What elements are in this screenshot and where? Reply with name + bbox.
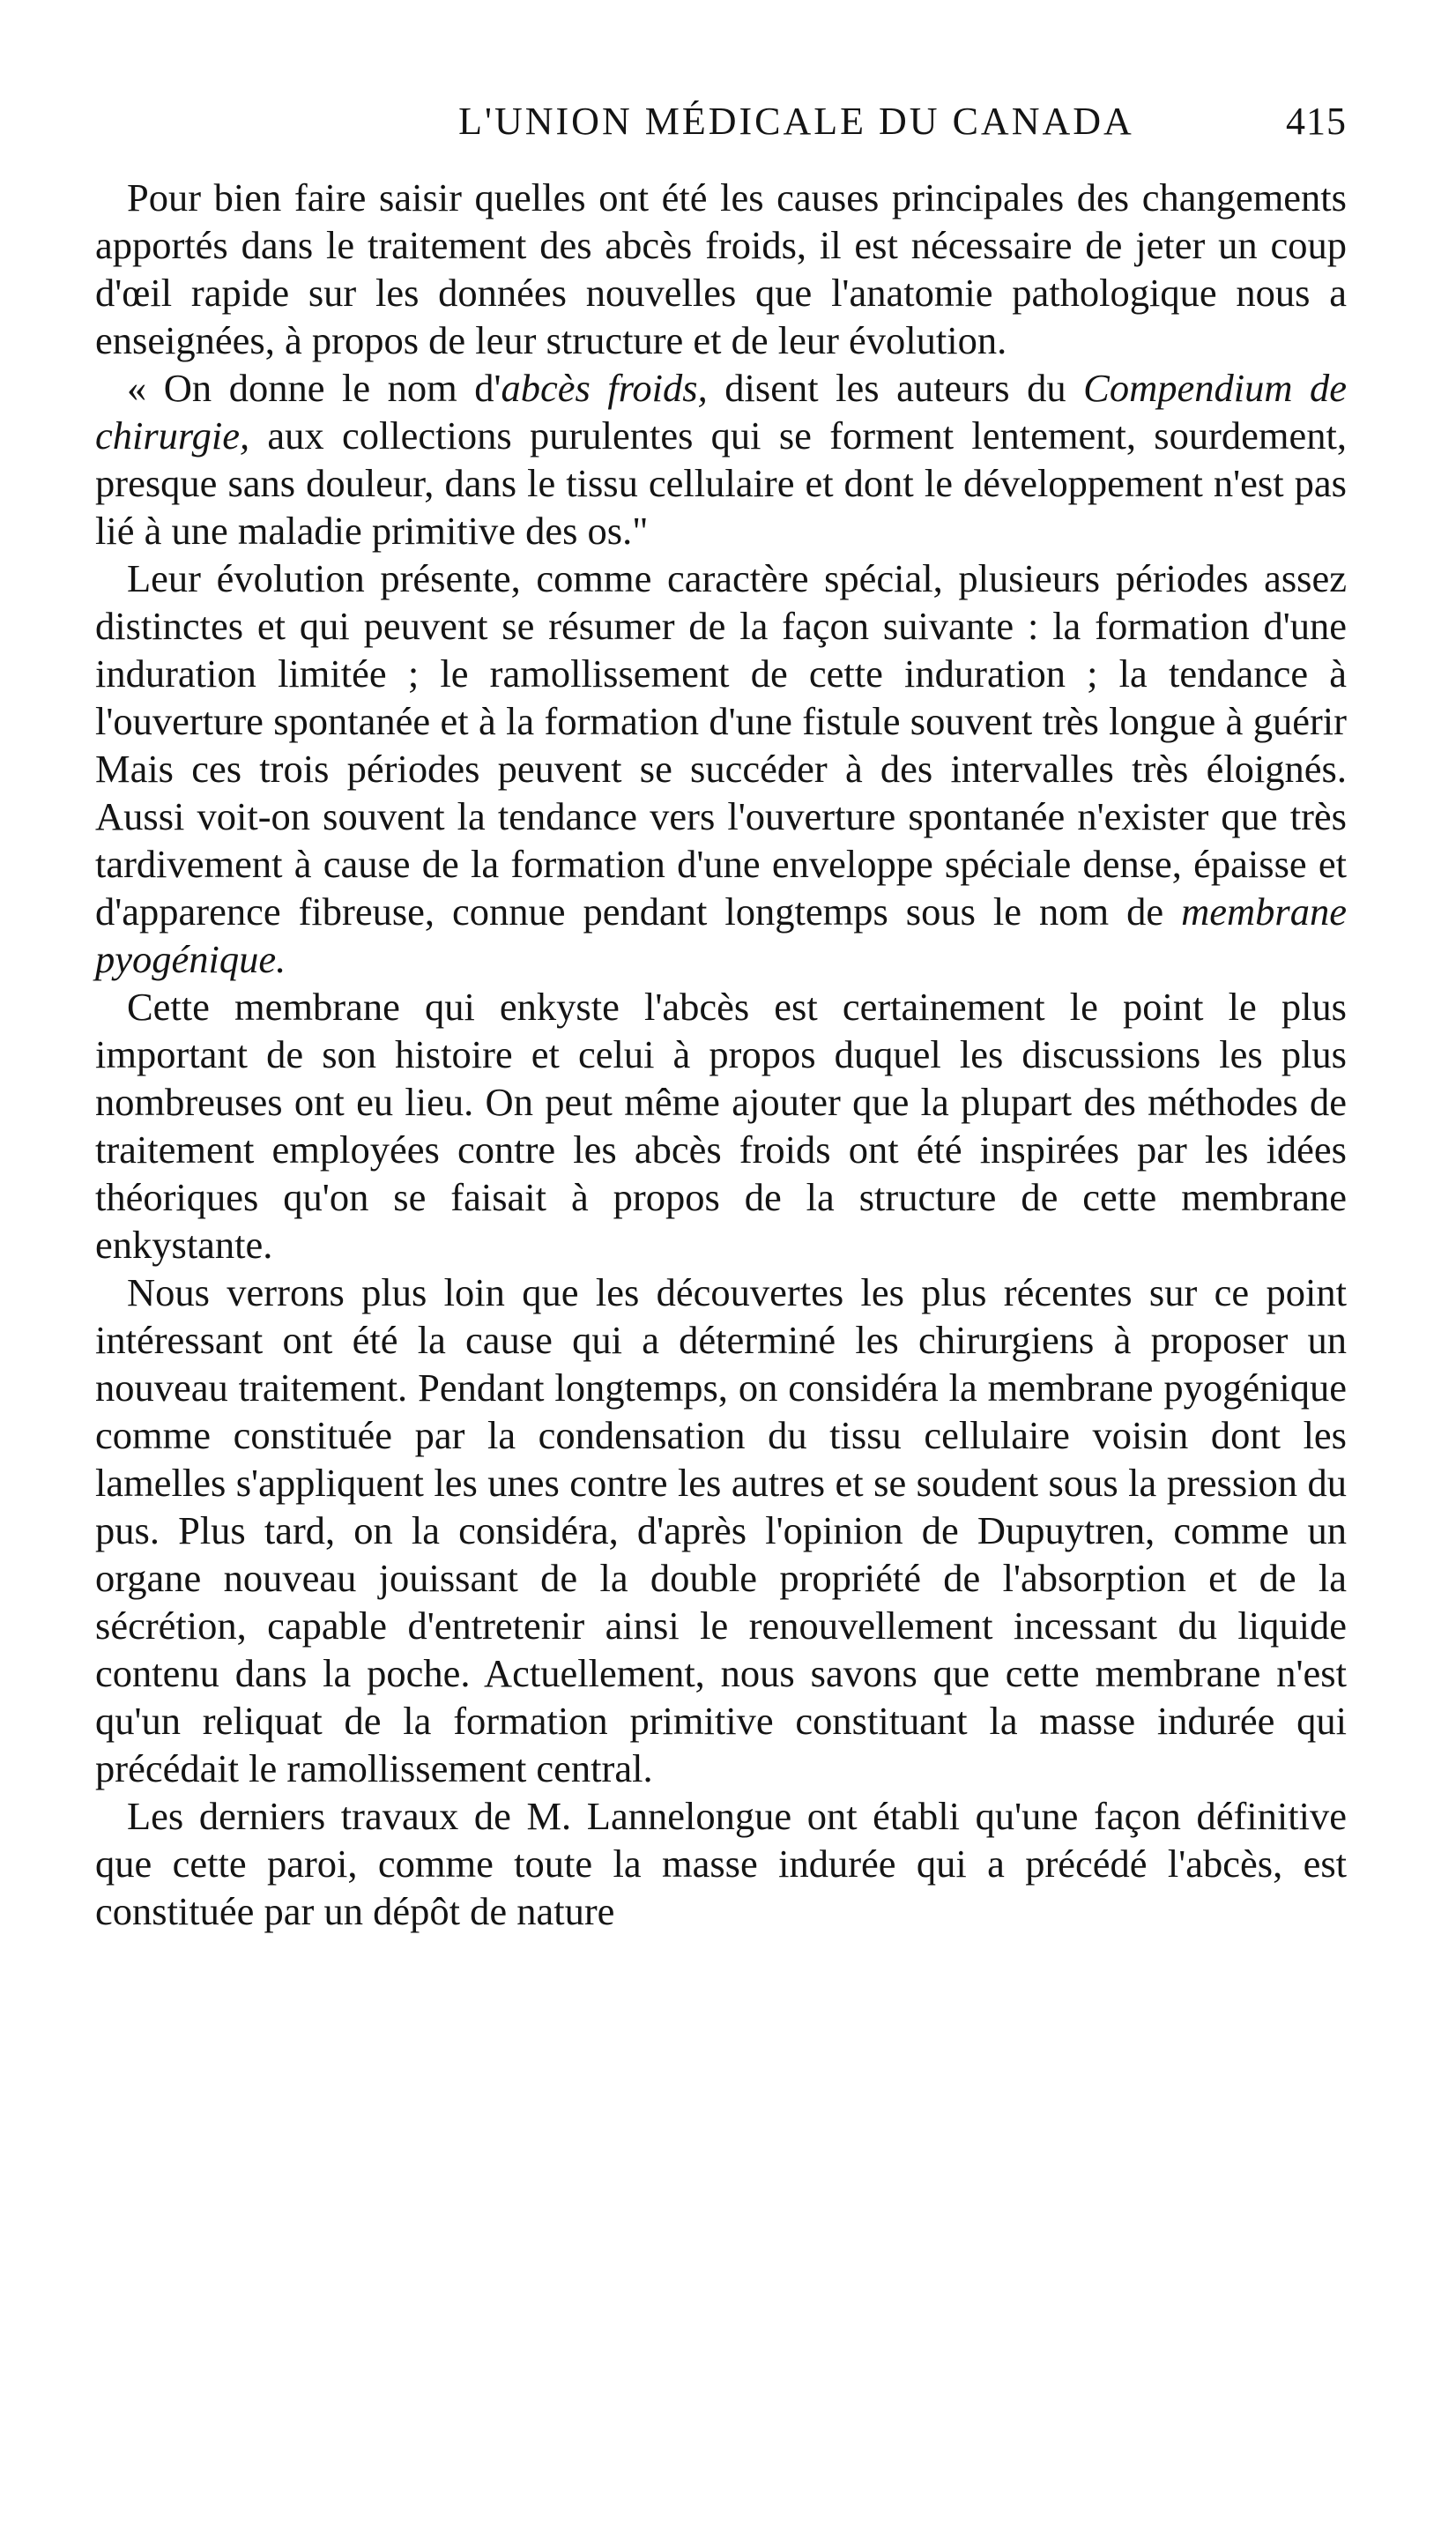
paragraph	[95, 554, 1347, 983]
paragraph	[95, 364, 1347, 554]
text-segment: disent les auteurs du	[707, 366, 1084, 410]
text-segment: Cette membrane qui enkyste l'abcès est certainement le point le plus important de son histoire et celui à propos duquel les discussions les plus nombreuses ont eu lieu. On peut même ajouter que la plupart des méthodes de traitement employées contre les abcès froids ont été inspirées par les idées théoriques qu'on se faisait à propos de la structure de cette membrane enkystante.	[95, 985, 1347, 1267]
book-page	[95, 99, 1347, 1935]
text-segment: Nous verrons plus loin que les découvertes les plus récentes sur ce point intéressant ont été la cause qui a déterminé les chirurgiens à proposer un nouveau traitement. Pendant longtemps, on considéra la membrane pyogénique comme constituée par la condensation du tissu cellulaire voisin dont les lamelles s'appliquent les unes contre les autres et se soudent sous la pression du pus. Plus tard, on la considéra, d'après l'opinion de Dupuytren, comme un organe nouveau jouissant de la double propriété de l'absorption et de la sécrétion, capable d'entretenir ainsi le renouvellement incessant du liquide contenu dans la poche. Actuellement, nous savons que cette membrane n'est qu'un reliquat de la formation primitive constituant la masse indurée qui précédait le ramollissement central.	[95, 1270, 1347, 1790]
journal-title: L'UNION MÉDICALE DU CANADA	[458, 100, 1134, 143]
italic-term: membrane pyogénique.	[95, 889, 1347, 981]
body-text	[95, 174, 1347, 1935]
italic-term: abcès froids,	[501, 366, 708, 410]
text-segment: Les derniers travaux de M. Lannelongue ont établi qu'une façon définitive que cette paroi, comme toute la masse indurée qui a précédé l'abcès, est constituée par un dépôt de nature	[95, 1794, 1347, 1933]
text-segment: Leur évolution présente, comme caractère spécial, plusieurs périodes assez distinctes et qui peuvent se résumer de la façon suivante : la formation d'une induration limitée ; le ramollissement de cette induration ; la tendance à l'ouverture spontanée et à la formation d'une fistule souvent très longue à guérir Mais ces trois périodes peuvent se succéder à des intervalles très éloignés. Aussi voit-on souvent la tendance vers l'ouverture spontanée n'exister que très tardivement à cause de la formation d'une enveloppe spéciale dense, épaisse et d'apparence fibreuse, connue pendant longtemps sous le nom de	[95, 556, 1347, 934]
paragraph	[95, 174, 1347, 364]
text-segment: aux collections purulentes qui se forment lentement, sourdement, presque sans douleur, dans le tissu cellulaire et dont le développement n'est pas lié à une maladie primitive des os."	[95, 413, 1347, 553]
running-header	[95, 99, 1347, 144]
italic-book-title: Compendium de chirurgie,	[95, 366, 1348, 458]
text-segment: Pour bien faire saisir quelles ont été les causes principales des changements apportés dans le traitement des abcès froids, il est nécessaire de jeter un coup d'œil rapide sur les données nouvelles que l'anatomie pathologique nous a enseignées, à propos de leur structure et de leur évolution.	[95, 175, 1347, 362]
text-segment: « On donne le nom d'	[127, 366, 501, 410]
paragraph	[95, 1792, 1347, 1935]
page-number: 415	[1286, 100, 1347, 143]
paragraph	[95, 1269, 1347, 1792]
paragraph	[95, 983, 1347, 1269]
